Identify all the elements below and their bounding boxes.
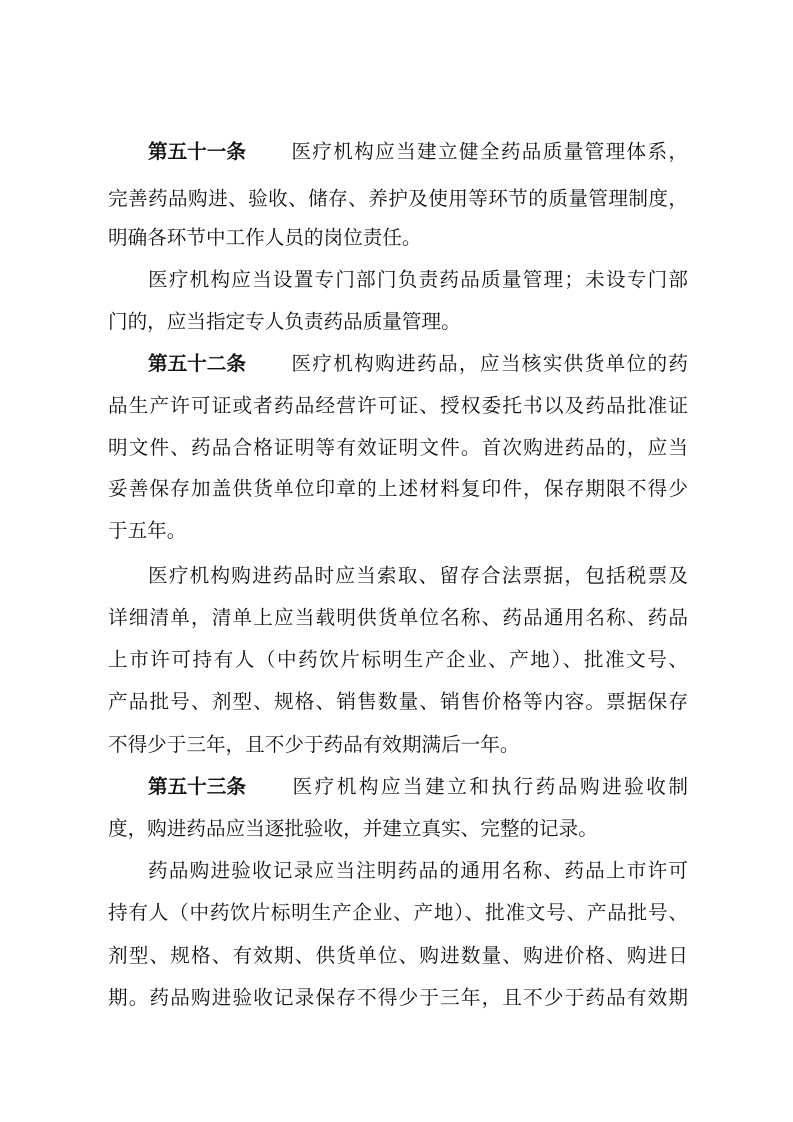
- paragraph-line: 度，购进药品应当逐批验收，并建立真实、完整的记录。: [108, 817, 598, 840]
- paragraph-line: 产品批号、剂型、规格、销售数量、销售价格等内容。票据保存: [108, 690, 688, 713]
- paragraph-text: 医疗机构应当建立和执行药品购进验收制: [289, 775, 688, 798]
- paragraph-line: 期。药品购进验收记录保存不得少于三年，且不少于药品有效期: [108, 986, 688, 1009]
- article-53-first-line: [108, 770, 688, 804]
- paragraph-line: 妥善保存加盖供货单位印章的上述材料复印件，保存期限不得少: [108, 477, 688, 500]
- paragraph-line: 于五年。: [108, 519, 187, 542]
- paragraph-line: 门的，应当指定专人负责药品质量管理。: [108, 310, 461, 333]
- article-51-first-line: [108, 135, 688, 169]
- paragraph-line: 医疗机构应当设置专门部门负责药品质量管理；未设专门部: [148, 268, 688, 291]
- paragraph-line: 详细清单，清单上应当载明供货单位名称、药品通用名称、药品: [108, 606, 688, 629]
- paragraph-text: 医疗机构应当建立健全药品质量管理体系，: [289, 140, 688, 163]
- paragraph-line: 剂型、规格、有效期、供货单位、购进数量、购进价格、购进日: [108, 944, 688, 967]
- paragraph-line: 上市许可持有人（中药饮片标明生产企业、产地）、批准文号、: [108, 648, 688, 671]
- paragraph-text: 医疗机构购进药品，应当核实供货单位的药: [289, 352, 688, 375]
- article-53-heading: 第五十三条: [148, 775, 246, 798]
- paragraph-line: 完善药品购进、验收、储存、养护及使用等环节的质量管理制度，: [108, 187, 688, 210]
- paragraph-line: 不得少于三年，且不少于药品有效期满后一年。: [108, 733, 520, 756]
- article-52-heading: 第五十二条: [148, 352, 246, 375]
- article-51-heading: 第五十一条: [148, 140, 246, 163]
- article-52-first-line: [108, 347, 688, 381]
- paragraph-line: 医疗机构购进药品时应当索取、留存合法票据，包括税票及: [148, 564, 688, 587]
- paragraph-line: 明确各环节中工作人员的岗位责任。: [108, 226, 422, 249]
- paragraph-line: 品生产许可证或者药品经营许可证、授权委托书以及药品批准证: [108, 394, 688, 417]
- paragraph-line: 持有人（中药饮片标明生产企业、产地）、批准文号、产品批号、: [108, 901, 688, 924]
- paragraph-line: 药品购进验收记录应当注明药品的通用名称、药品上市许可: [148, 859, 688, 882]
- paragraph-line: 明文件、药品合格证明等有效证明文件。首次购进药品的，应当: [108, 436, 688, 459]
